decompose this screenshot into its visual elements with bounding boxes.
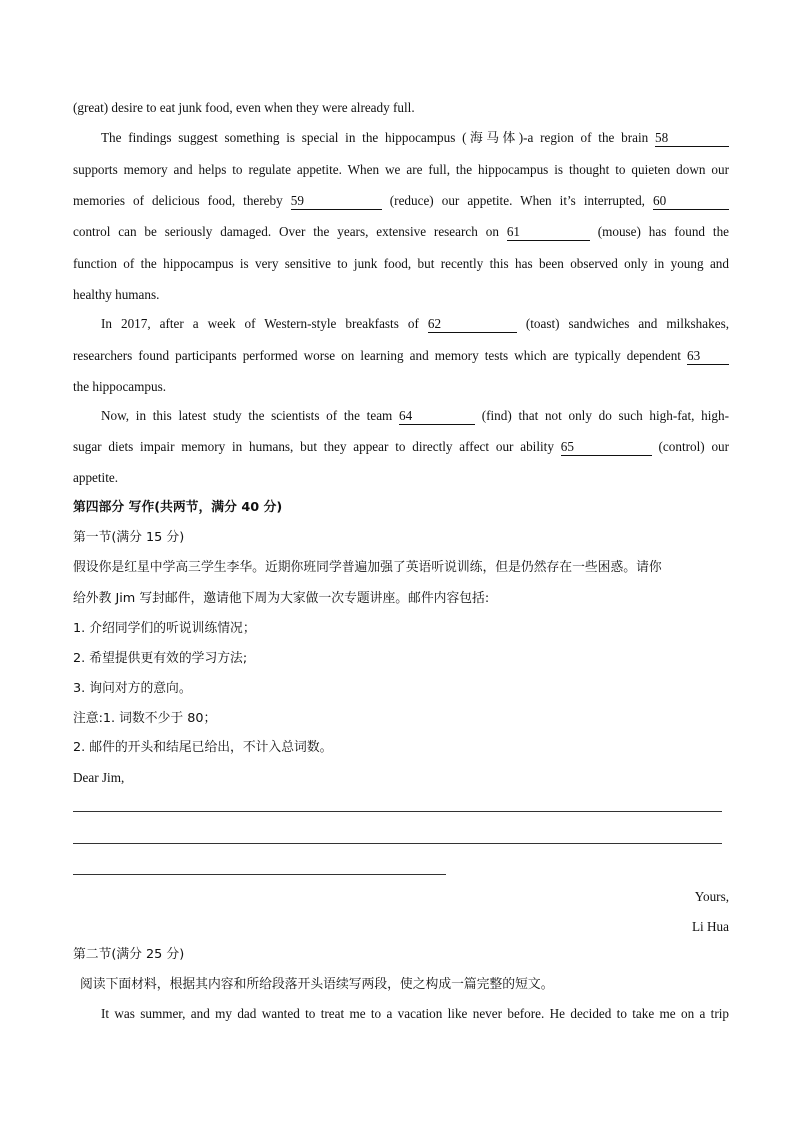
prompt-line: 假设你是红星中学高三学生李华。近期你班同学普遍加强了英语听说训练，但是仍然存在一些困惑。请你 xyxy=(73,560,662,575)
prompt-line: 阅读下面材料，根据其内容和所给段落开头语续写两段，使之构成一篇完整的短文。 xyxy=(80,977,554,992)
passage-text: (toast) sandwiches and milkshakes, xyxy=(525,316,729,331)
letter-closing: Yours, xyxy=(694,889,729,904)
story-line: It was summer, and my dad wanted to treat me to a vacation like never before. He decided to take me on a trip xyxy=(101,1006,729,1021)
passage-text: (mouse) has found the xyxy=(597,224,730,239)
answer-blank-59[interactable]: 59 xyxy=(291,193,382,210)
answer-blank-64[interactable]: 64 xyxy=(399,408,475,425)
passage-text: memories of delicious food, thereby xyxy=(73,193,283,208)
passage-text: 海马体 xyxy=(466,131,519,146)
writing-line[interactable] xyxy=(73,874,446,875)
passage-text: researchers found participants performed worse on learning and memory tests which are typically dependent xyxy=(73,348,681,363)
subsection-title: 第一节(满分 15 分) xyxy=(73,530,185,545)
prompt-list-item: 1. 介绍同学们的听说训练情况； xyxy=(73,621,256,636)
passage-text: (reduce) our appetite. When it’s interrupted, xyxy=(389,193,645,208)
passage-text: (control) our xyxy=(658,439,730,454)
note-line: 注意:1. 词数不少于 80； xyxy=(73,711,217,726)
answer-blank-65[interactable]: 65 xyxy=(561,439,652,456)
passage-text: sugar diets impair memory in humans, but they appear to directly affect our ability xyxy=(73,439,554,454)
passage-text: control can be seriously damaged. Over the years, extensive research on xyxy=(73,224,499,239)
answer-blank-62[interactable]: 62 xyxy=(428,316,517,333)
passage-line xyxy=(73,223,729,241)
passage-line: (great) desire to eat junk food, even when they were already full. xyxy=(73,100,415,115)
passage-line: function of the hippocampus is very sensitive to junk food, but recently this has been observed only in young and xyxy=(73,256,729,271)
passage-text: The findings suggest something is special in the hippocampus ( xyxy=(101,130,467,145)
answer-blank-61[interactable]: 61 xyxy=(507,224,590,241)
passage-line xyxy=(73,347,729,365)
passage-line: appetite. xyxy=(73,470,119,485)
passage-line: the hippocampus. xyxy=(73,379,167,394)
answer-blank-60[interactable]: 60 xyxy=(653,193,729,210)
writing-line[interactable] xyxy=(73,843,722,844)
passage-text: (find) that not only do such high-fat, high- xyxy=(481,408,729,423)
passage-line xyxy=(101,315,729,333)
prompt-list-item: 2. 希望提供更有效的学习方法; xyxy=(73,651,248,666)
answer-blank-58[interactable]: 58 xyxy=(655,130,729,147)
subsection-title: 第二节(满分 25 分) xyxy=(73,947,185,962)
answer-blank-63[interactable]: 63 xyxy=(687,348,729,365)
writing-line[interactable] xyxy=(73,811,722,812)
prompt-list-item: 3. 询问对方的意向。 xyxy=(73,681,192,696)
letter-greeting: Dear Jim, xyxy=(73,770,125,785)
passage-text: Now, in this latest study the scientists of the team xyxy=(101,408,393,423)
passage-text: In 2017, after a week of Western-style breakfasts of xyxy=(101,316,419,331)
letter-signature: Li Hua xyxy=(692,919,729,934)
prompt-line: 给外教 Jim 写封邮件，邀请他下周为大家做一次专题讲座。邮件内容包括: xyxy=(73,591,490,606)
passage-line xyxy=(101,129,729,148)
passage-line: supports memory and helps to regulate appetite. When we are full, the hippocampus is thought to quieten down our xyxy=(73,162,729,177)
passage-text: )-a region of the brain xyxy=(518,130,649,145)
passage-line xyxy=(73,438,729,456)
passage-line xyxy=(73,192,729,210)
passage-line: healthy humans. xyxy=(73,287,160,302)
note-line: 2. 邮件的开头和结尾已给出，不计入总词数。 xyxy=(73,740,333,755)
passage-line xyxy=(101,407,729,425)
section-heading: 第四部分 写作(共两节，满分 40 分) xyxy=(73,500,283,515)
